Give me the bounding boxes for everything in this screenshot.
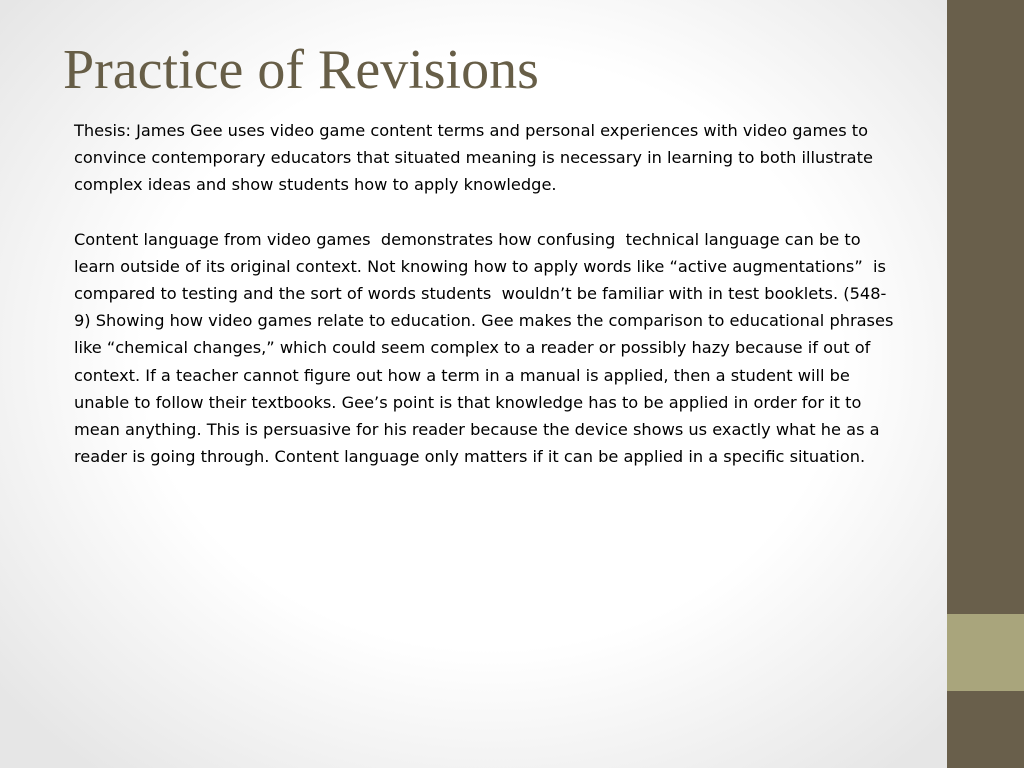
sidebar-accent-block (947, 614, 1024, 691)
analysis-paragraph: Content language from video games demonstrates how confusing technical language can be to learn outside of its original context. Not knowing how to apply words like “active augmentations” is compared to testing and the sort of words students wouldn’t be familiar with in test booklets. (548-9) Showing how video games relate to education. Gee makes the comparison to educational phrases like “chemical changes,” which could seem complex to a reader or possibly hazy because if out of context. If a teacher cannot figure out how a term in a manual is applied, then a student will be unable to follow their textbooks. Gee’s point is that knowledge has to be applied in order for it to mean anything. This is persuasive for his reader because the device shows us exactly what he as a reader is going through. Content language only matters if it can be applied in a specific situation. (74, 229, 899, 467)
decorative-sidebar (947, 0, 1024, 768)
slide-title: Practice of Revisions (63, 39, 539, 101)
slide-body (74, 117, 899, 470)
thesis-paragraph: Thesis: James Gee uses video game content terms and personal experiences with video games to convince contemporary educators that situated meaning is necessary in learning to both illustrate complex ideas and show students how to apply knowledge. (74, 121, 879, 195)
